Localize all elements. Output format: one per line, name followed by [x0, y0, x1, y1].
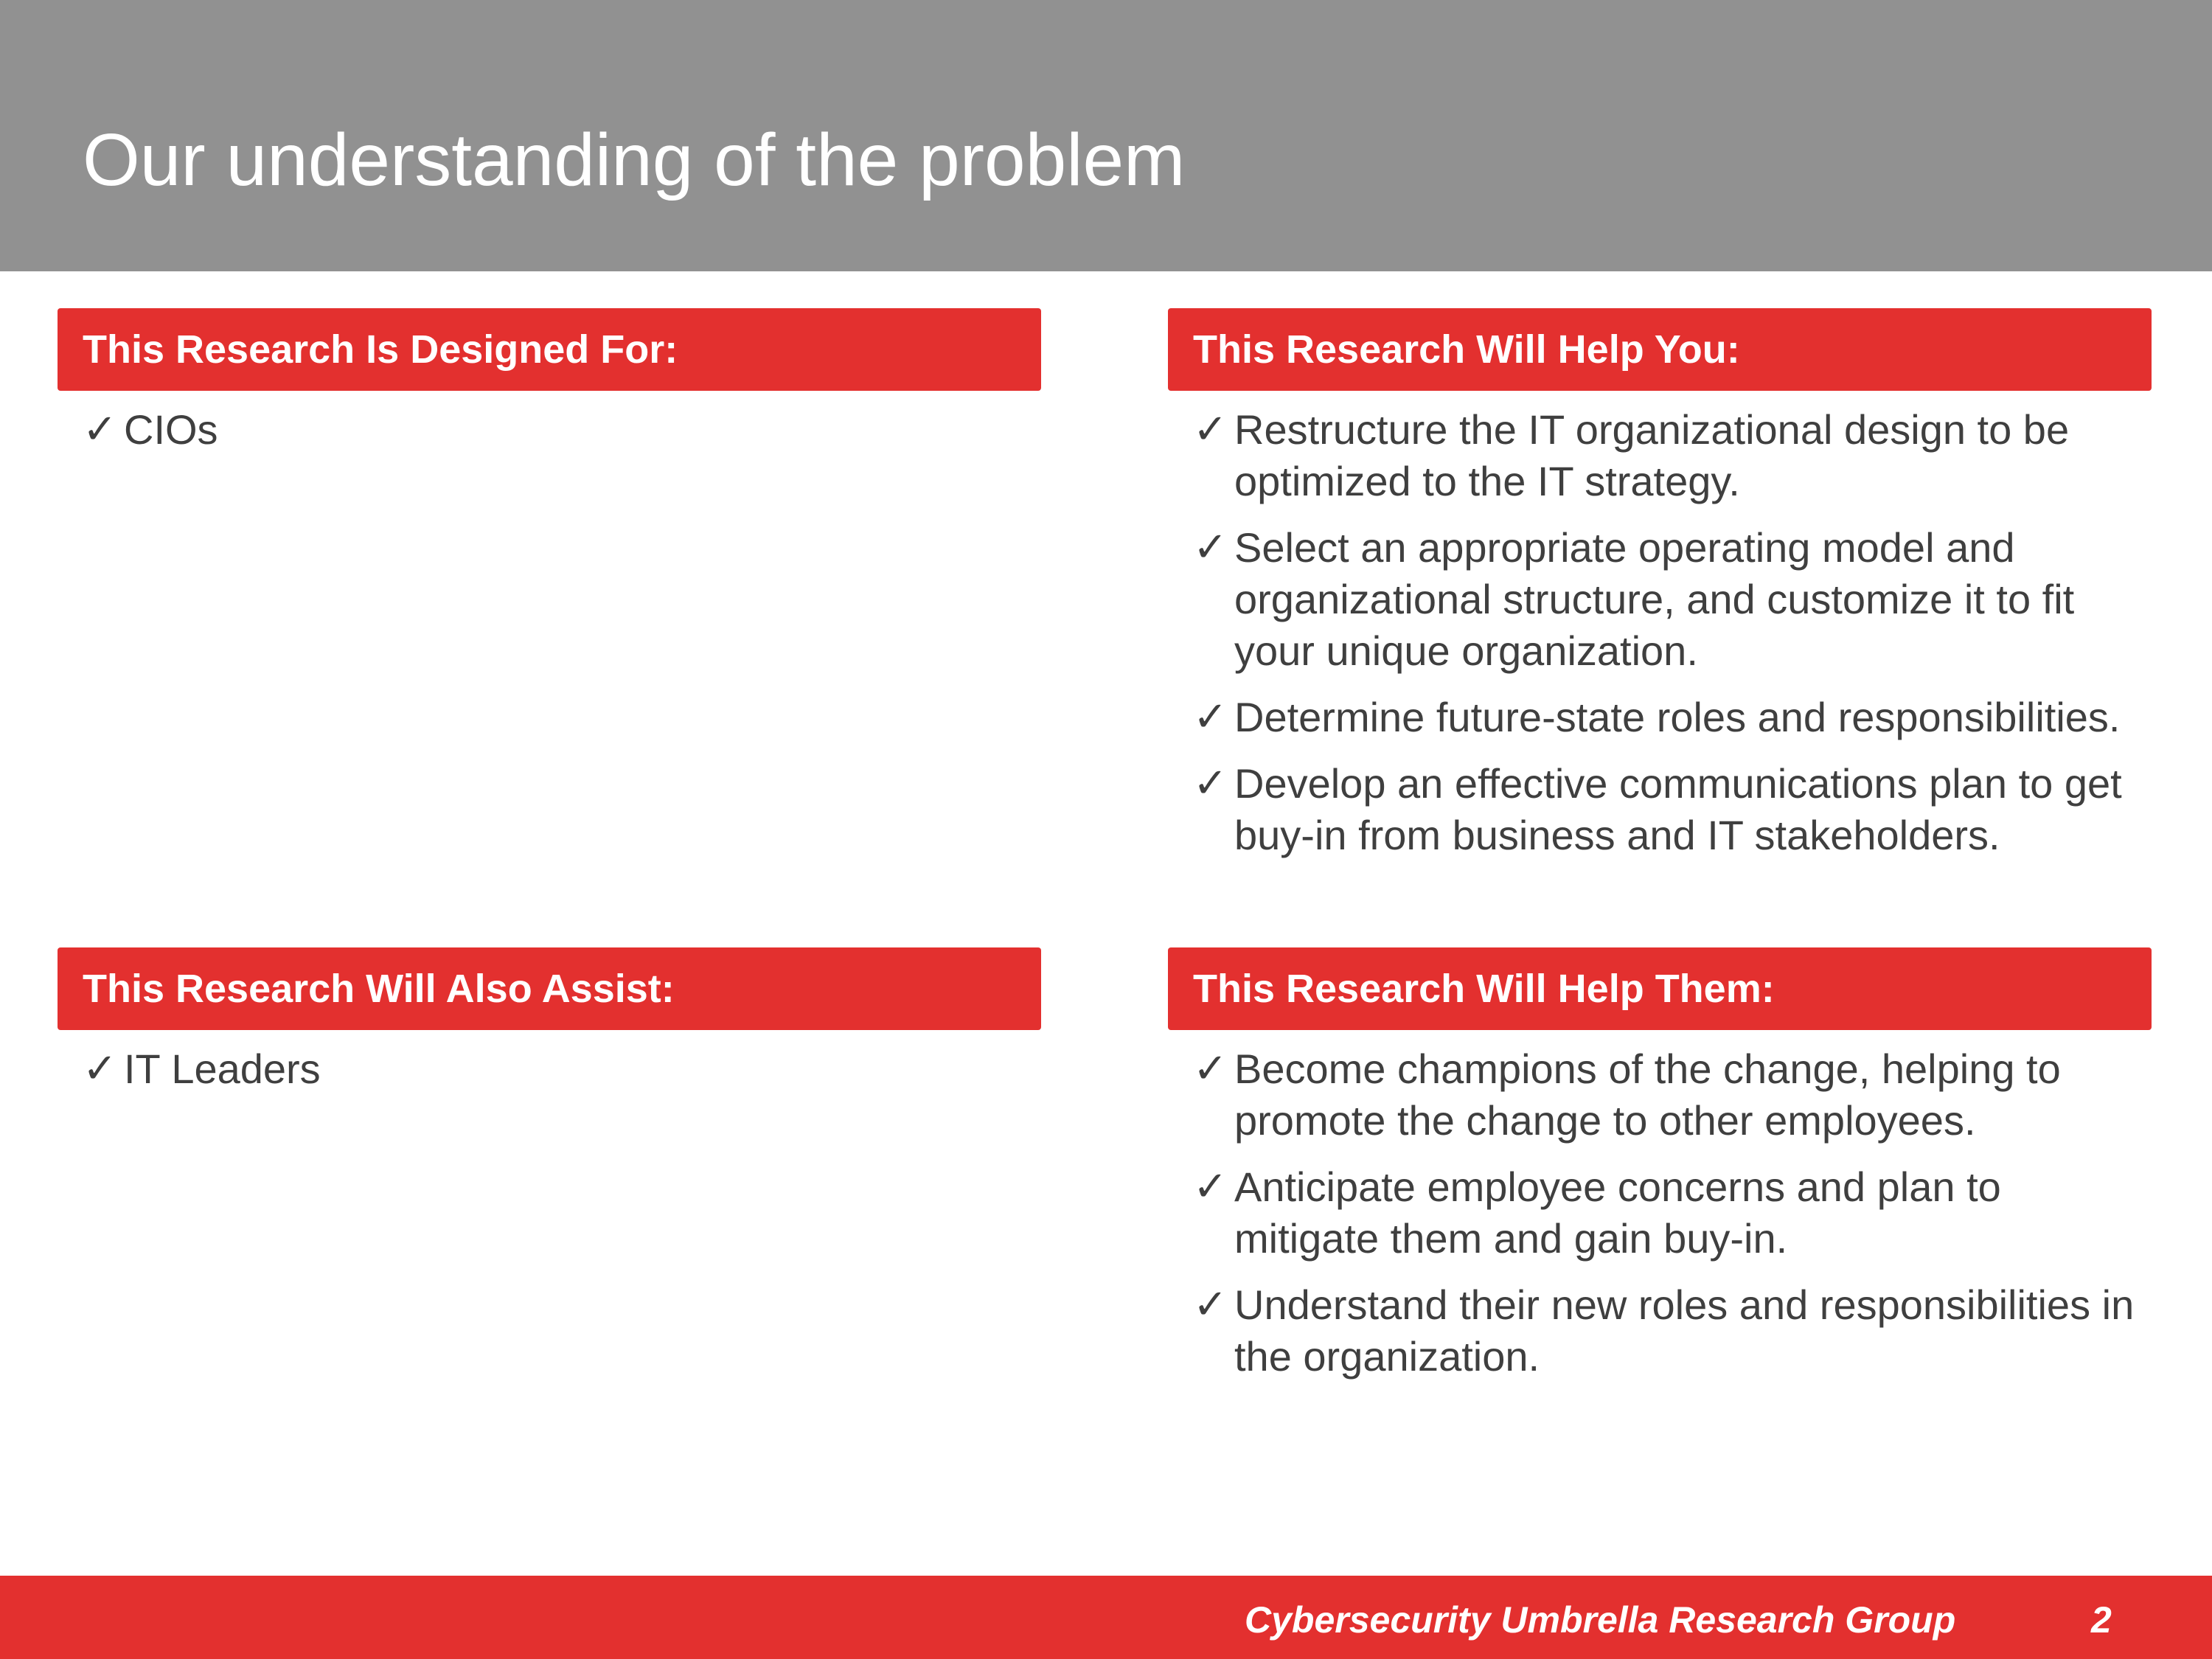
bullet-list	[58, 1030, 1041, 1095]
checkmark-icon: ✓	[1193, 406, 1228, 453]
list-item	[1193, 692, 2152, 743]
list-item	[1193, 1043, 2152, 1147]
checkmark-icon: ✓	[83, 1045, 117, 1093]
slide-title: Our understanding of the problem	[83, 119, 1186, 201]
section-help-you	[1168, 308, 2152, 876]
section-header: This Research Will Help Them:	[1168, 947, 2152, 1030]
section-also-assist	[58, 947, 1041, 1110]
section-designed-for	[58, 308, 1041, 470]
bullet-list	[1168, 1030, 2152, 1382]
checkmark-icon: ✓	[1193, 1281, 1228, 1329]
checkmark-icon: ✓	[1193, 524, 1228, 571]
section-header: This Research Will Also Assist:	[58, 947, 1041, 1030]
list-item-text: Develop an effective communications plan to get buy-in from business and IT stakeholders.	[1234, 760, 2122, 858]
list-item	[1193, 758, 2152, 861]
checkmark-icon: ✓	[1193, 1163, 1228, 1211]
list-item-text: Determine future-state roles and responsibilities.	[1234, 694, 2121, 740]
list-item	[1193, 404, 2152, 507]
checkmark-icon: ✓	[1193, 693, 1228, 741]
page-number: 2	[2091, 1599, 2112, 1641]
bullet-list	[58, 391, 1041, 456]
list-item	[1193, 1161, 2152, 1265]
checkmark-icon: ✓	[1193, 1045, 1228, 1093]
list-item	[83, 404, 1041, 456]
checkmark-icon: ✓	[83, 406, 117, 453]
list-item-text: Anticipate employee concerns and plan to mitigate them and gain buy-in.	[1234, 1164, 2001, 1262]
bullet-list	[1168, 391, 2152, 861]
section-header: This Research Is Designed For:	[58, 308, 1041, 391]
list-item-text: Understand their new roles and responsibilities in the organization.	[1234, 1281, 2135, 1380]
list-item-text: IT Leaders	[124, 1046, 321, 1092]
list-item	[1193, 1279, 2152, 1382]
footer-organization: Cybersecurity Umbrella Research Group	[1245, 1599, 1956, 1641]
checkmark-icon: ✓	[1193, 759, 1228, 807]
list-item-text: Become champions of the change, helping to promote the change to other employees.	[1234, 1046, 2061, 1144]
list-item-text: Select an appropriate operating model and organizational structure, and customize it to fit your unique organization.	[1234, 524, 2075, 674]
section-help-them	[1168, 947, 2152, 1397]
list-item	[83, 1043, 1041, 1095]
list-item	[1193, 522, 2152, 677]
list-item-text: Restructure the IT organizational design to be optimized to the IT strategy.	[1234, 406, 2070, 504]
section-header: This Research Will Help You:	[1168, 308, 2152, 391]
list-item-text: CIOs	[124, 406, 218, 453]
